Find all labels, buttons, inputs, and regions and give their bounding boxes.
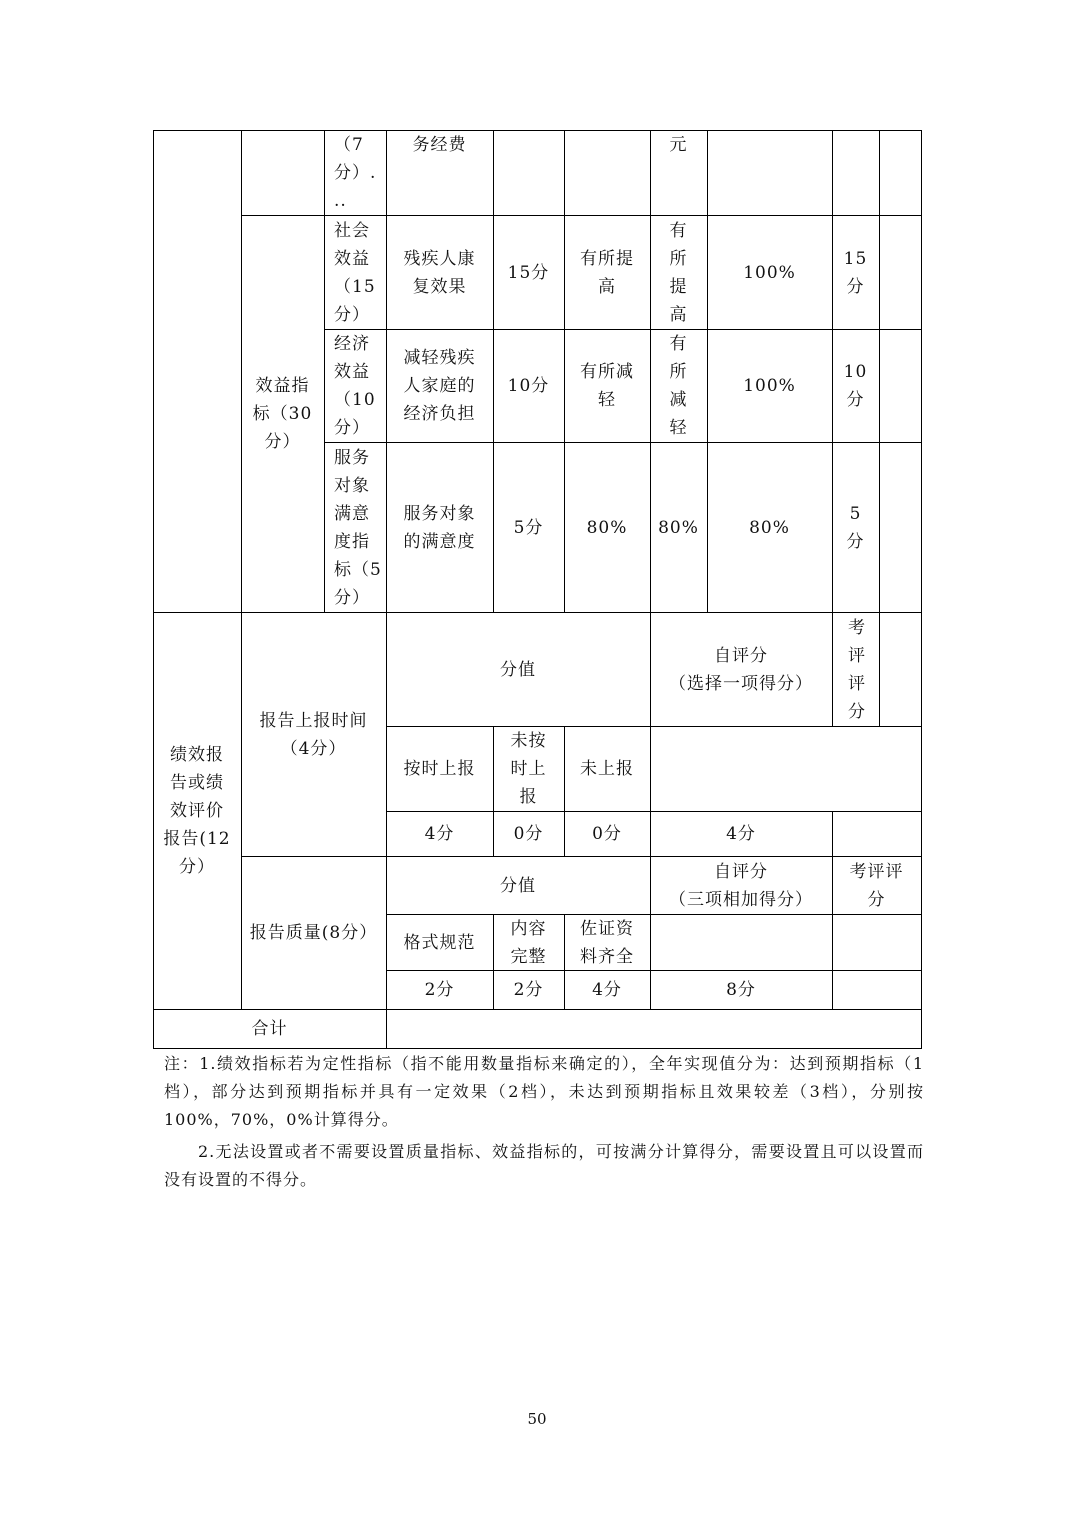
report-time-points-none: 0分 [592,824,622,844]
report-quality-option-evidence: 佐证资 料齐全 [580,918,634,967]
satisfaction-rate: 80% [749,517,790,538]
note-2: 2.无法设置或者不需要设置质量指标、效益指标的，可按满分计算得分，需要设置且可以设置而没有设置的不得分。 [164,1142,924,1189]
report-time-review-header: 考 评 评 分 [848,617,866,722]
economic-benefit-score: 10分 [507,376,550,396]
economic-benefit-rate: 100% [743,376,796,396]
report-time-option-none: 未上报 [580,759,634,779]
report-time-points-late: 0分 [513,824,544,844]
report-quality-review-header: 考评评 分 [849,861,904,910]
satisfaction-got: 5 分 [846,503,865,552]
report-quality-label: 报告质量(8分） [249,923,378,943]
report-time-points-ontime: 4分 [424,824,455,844]
row1-col3: （7 分）. .. [334,135,377,211]
report-quality-points-content: 2分 [513,980,544,1000]
total-label: 合计 [251,1019,288,1039]
social-benefit-got: 15 分 [843,248,868,297]
report-quality-value-header: 分值 [500,875,536,896]
social-benefit-indicator: 残疾人康 复效果 [403,248,476,297]
social-benefit-score: 15分 [507,262,550,283]
row1-col4: 务经费 [412,135,467,155]
satisfaction-indicator: 服务对象 的满意度 [403,503,476,552]
report-quality-option-format: 格式规范 [403,932,476,953]
social-benefit-target: 有所提 高 [580,248,634,297]
economic-benefit-indicator: 减轻残疾 人家庭的 经济负担 [403,348,476,424]
benefit-indicator-label: 效益指 标（30 分） [252,376,313,452]
report-quality-points-format: 2分 [424,980,455,1000]
economic-benefit-target: 有所减 轻 [580,362,634,410]
social-benefit-rate: 100% [743,262,796,283]
page-number: 50 [527,1410,547,1428]
satisfaction-score: 5分 [513,517,544,538]
report-category-label: 绩效报 告或绩 效评价 报告(12 分） [163,745,231,877]
report-quality-option-content: 内容 完整 [510,918,547,967]
report-quality-self-header: 自评分 （三项相加得分） [669,861,813,910]
report-quality-self-score: 8分 [726,980,756,1000]
report-quality-points-evidence: 4分 [592,980,622,1000]
economic-benefit-actual: 有 所 减 轻 [669,334,688,438]
report-time-self-score: 4分 [726,824,756,844]
social-benefit-actual: 有 所 提 高 [669,220,688,325]
note-1: 注：1.绩效指标若为定性指标（指不能用数量指标来确定的），全年实现值分为：达到预期指标（1档），部分达到预期指标并具有一定效果（2档），未达到预期指标且效果较差（3档），分别按100%，70%，0%计算得分。 [164,1054,924,1129]
satisfaction-category: 服务 对象 满意 度指 标（5 分） [334,447,382,608]
economic-benefit-category: 经济 效益 （10 分） [334,334,376,438]
economic-benefit-got: 10 分 [843,362,868,410]
report-time-label: 报告上报时间 （4分） [259,710,368,759]
row1-col7: 元 [669,135,688,155]
report-time-option-late: 未按 时上 报 [510,731,547,807]
report-time-self-header: 自评分 （选择一项得分） [669,645,813,694]
social-benefit-category: 社会 效益 （15 分） [334,220,376,325]
report-time-value-header: 分值 [500,659,536,680]
report-time-option-ontime: 按时上报 [403,759,476,779]
satisfaction-actual: 80% [658,517,699,538]
satisfaction-target: 80% [586,517,628,538]
